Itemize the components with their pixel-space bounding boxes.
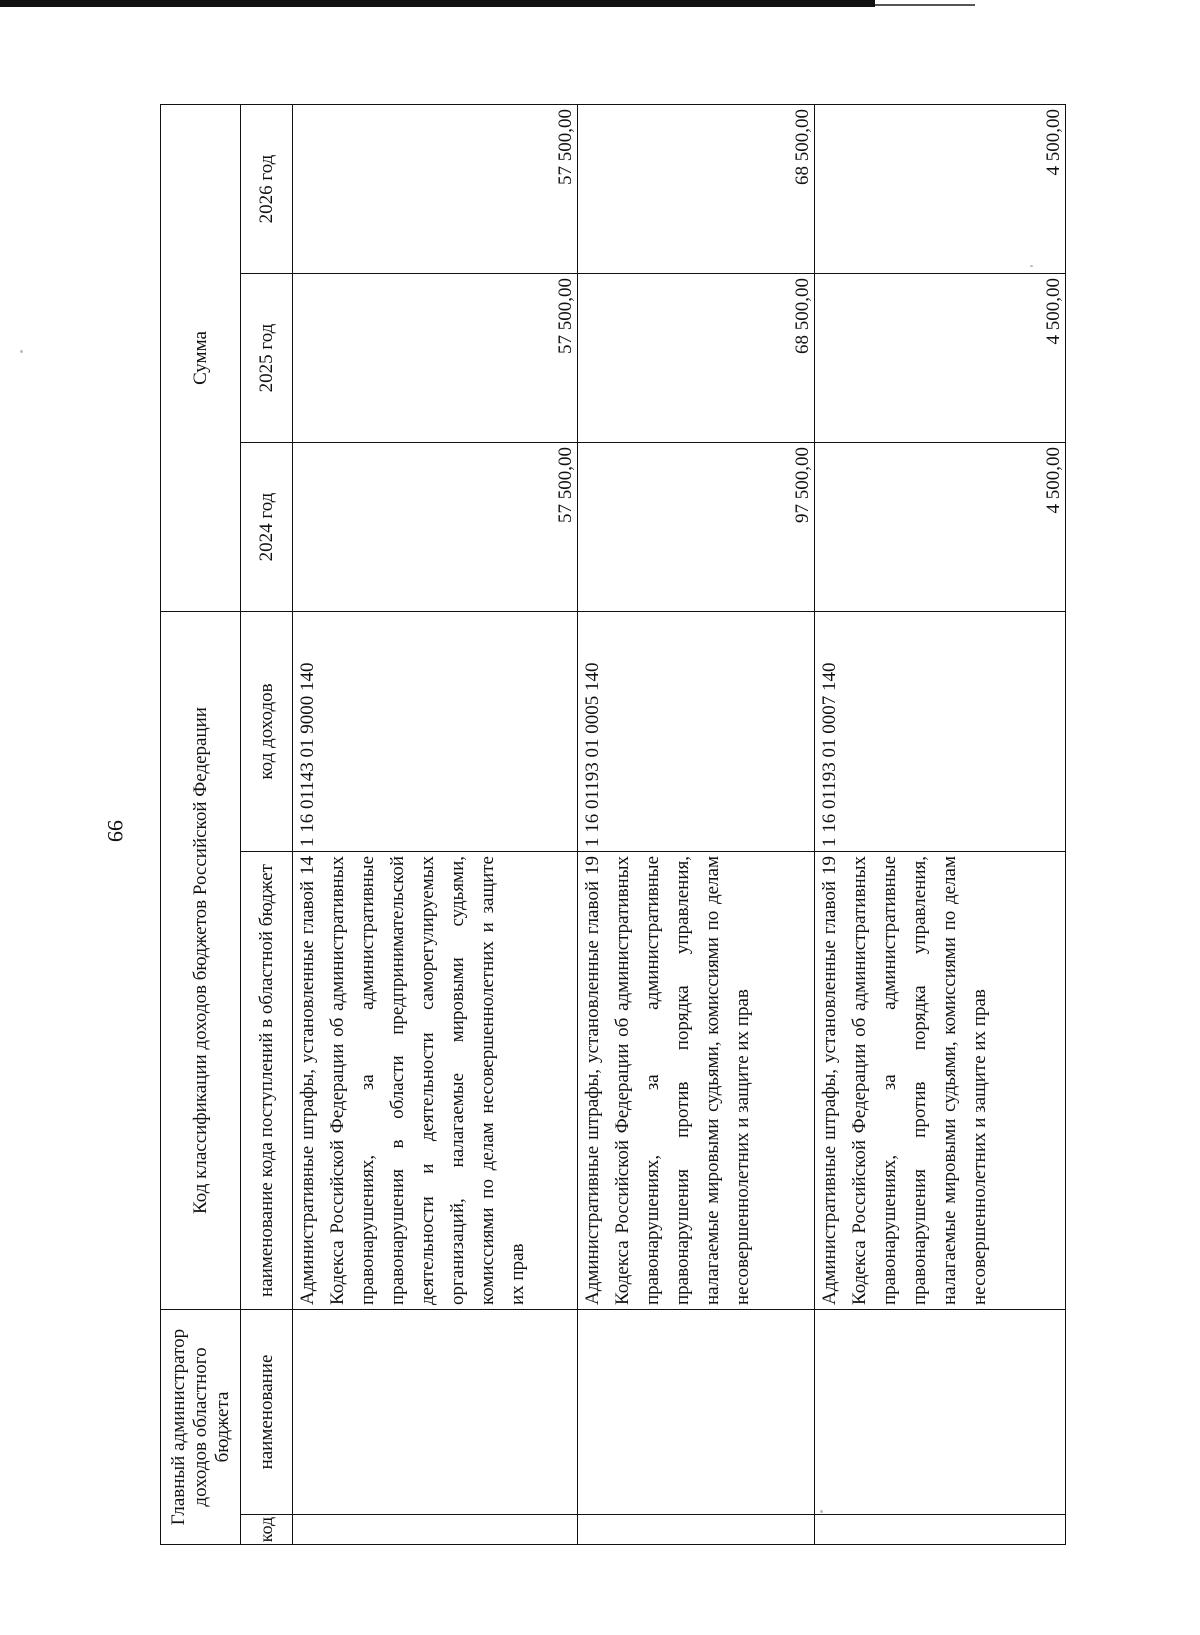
row-code — [578, 1515, 815, 1545]
table-row — [293, 105, 578, 1545]
row-2024: 57 500,00 — [293, 443, 578, 612]
row-2024: 4 500,00 — [815, 443, 1066, 612]
row-2025: 57 500,00 — [293, 274, 578, 443]
income-classification-table — [160, 104, 1066, 1545]
header-code: код — [241, 1515, 293, 1545]
header-admin-group: Главный администратор доходов областного бюджета — [161, 1310, 241, 1545]
row-income-name: Административные штрафы, установленные главой 19 Кодекса Российской Федерации об административных правонарушениях, за административные правонарушения против порядка управления, налагаемые мировыми судьями, комиссиями по делам несовершеннолетних и защите их прав — [815, 852, 1066, 1310]
header-2024: 2024 год — [241, 443, 293, 612]
row-income-code: 1 16 01193 01 0007 140 — [815, 612, 1066, 852]
header-income-name: наименование кода поступлений в областной бюджет — [241, 852, 293, 1310]
header-sum-group: Сумма — [161, 105, 241, 612]
top-scan-edge — [0, 0, 875, 7]
row-income-name: Административные штрафы, установленные главой 19 Кодекса Российской Федерации об административных правонарушениях, за административные правонарушения против порядка управления, налагаемые мировыми судьями, комиссиями по делам несовершеннолетних и защите их прав — [578, 852, 815, 1310]
row-2025: 68 500,00 — [578, 274, 815, 443]
table-row — [578, 105, 815, 1545]
row-name — [815, 1310, 1066, 1515]
page-number-text: 99 — [103, 820, 128, 842]
page-number — [102, 811, 128, 851]
header-2025: 2025 год — [241, 274, 293, 443]
row-income-name: Административные штрафы, установленные главой 14 Кодекса Российской Федерации об административных правонарушениях, за административные правонарушения в области предпринимательской деятельности и деятельности саморегулируемых организаций, налагаемые мировыми судьями, комиссиями по делам несовершеннолетних и защите их прав — [293, 852, 578, 1310]
row-2024: 97 500,00 — [578, 443, 815, 612]
header-classification-group: Код классификации доходов бюджетов Российской Федерации — [161, 612, 241, 1310]
rotated-table-wrapper — [160, 105, 1065, 1545]
scan-speck — [20, 350, 23, 353]
row-2025: 4 500,00 — [815, 274, 1066, 443]
row-name — [293, 1310, 578, 1515]
row-2026: 68 500,00 — [578, 105, 815, 274]
header-name: наименование — [241, 1310, 293, 1515]
row-2026: 57 500,00 — [293, 105, 578, 274]
row-code — [815, 1515, 1066, 1545]
header-2026: 2026 год — [241, 105, 293, 274]
header-income-code: код доходов — [241, 612, 293, 852]
row-name — [578, 1310, 815, 1515]
header-row-1 — [161, 105, 241, 1545]
row-income-code: 1 16 01193 01 0005 140 — [578, 612, 815, 852]
header-row-2 — [241, 105, 293, 1545]
row-code — [293, 1515, 578, 1545]
row-2026: 4 500,00 — [815, 105, 1066, 274]
top-scan-edge-thin — [875, 4, 975, 6]
rotated-table-area — [160, 105, 1065, 1545]
scan-speck — [1030, 265, 1033, 267]
scan-speck — [820, 1510, 823, 1513]
table-row — [815, 105, 1066, 1545]
row-income-code: 1 16 01143 01 9000 140 — [293, 612, 578, 852]
